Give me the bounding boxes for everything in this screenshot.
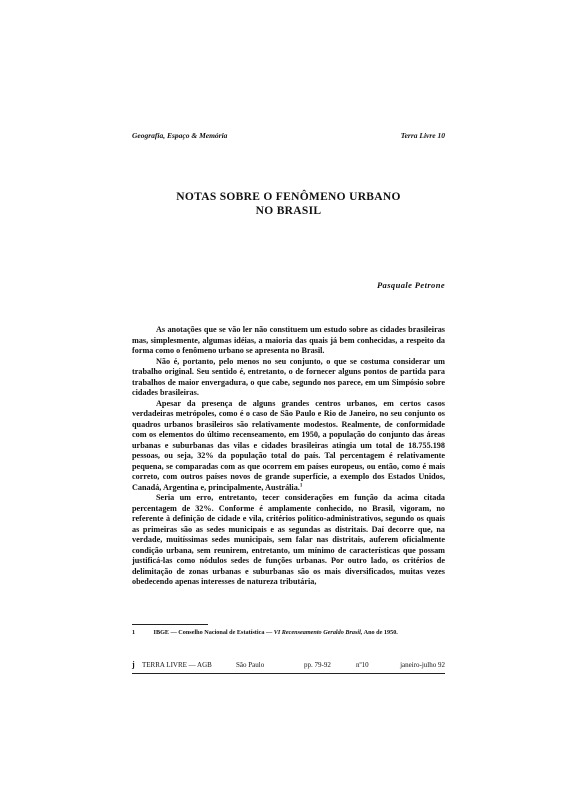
title-line-1: NOTAS SOBRE O FENÔMENO URBANO xyxy=(176,191,401,203)
footnote-number: 1 xyxy=(132,629,136,636)
article-title xyxy=(132,190,445,218)
paragraph-3-text: Apesar da presença de alguns grandes centros urbanos, em certos casos verdadeiras metrópoles, como é o caso de São Paulo e Rio de Janeiro, no seu conjunto os quadros urbanos brasileiros são relativamente modestos. Realmente, de conformidade com os elementos do último recenseamento, em 1950, a população do conjunto das áreas urbanas e suburbanas das vilas e cidades brasileiras atingia um total de 18.755.198 pessoas, ou seja, 32% da população total do país. Tal percentagem é relativamente pequena, se comparadas com as que ocorrem em países europeus, ou então, como é mais correto, com outros países novos de grande superfície, a exemplo dos Estados Unidos, Canadá, Argentina e, principalmente, Austrália. xyxy=(132,398,445,492)
footnote xyxy=(132,629,445,636)
footer-divider xyxy=(132,673,445,674)
footer-mark: j xyxy=(132,660,135,669)
footnote-reference: 1 xyxy=(299,482,303,488)
page-footer xyxy=(132,661,445,671)
author-name: Pasquale Petrone xyxy=(376,280,445,290)
footer-date: janeiro-julho 92 xyxy=(400,661,445,669)
paragraph-1: As anotações que se vão ler não constituem um estudo sobre as cidades brasileiras mas, simplesmente, algumas idéias, a maioria das quais já bem conhecidas, a respeito da forma como o fenômeno urbano se apresenta no Brasil. xyxy=(132,325,445,355)
issue-label: Terra Livre 10 xyxy=(400,131,445,140)
paragraph-2: Não é, portanto, pelo menos no seu conjunto, o que se costuma considerar um trabalho original. Seu sentido é, entretanto, o de fornecer alguns pontos de partida para trabalhos de maior envergadura, o que cabe, segundo nos parece, em um Simpósio sobre cidades brasileiras. xyxy=(132,356,445,397)
footer-pages: pp. 79-92 xyxy=(304,661,331,669)
footnote-divider xyxy=(132,624,208,625)
footnote-year: Ano de 1950. xyxy=(363,629,398,636)
footer-number: nº10 xyxy=(356,661,369,669)
paragraph-3 xyxy=(132,399,445,494)
footer-journal: TERRA LIVRE — AGB xyxy=(142,661,212,669)
footnote-source: IBGE — Conselho Nacional de Estatística — xyxy=(153,629,273,636)
journal-name: Geografia, Espaço & Memória xyxy=(132,131,228,140)
paragraph-4: Seria um erro, entretanto, tecer considerações em função da acima citada percentagem de 32%. Conforme é amplamente conhecido, no Brasil, vigoram, no referente à definição de cidade e vila, critérios político-administrativos, segundo os quais as primeiras são as sedes municipais e as segundas as distritais. Daí decorre que, na verdade, muitíssimas sedes municipais, sem falar nas distritais, auferem oficialmente condição urbana, sem reunirem, entretanto, um mínimo de características que possam justificá-las como nódulos sedes de funções urbanas. Por outro lado, os critérios de delimitação de zonas urbanas e suburbanas são os mais diversificados, muitas vezes obedecendo apenas interesses de natureza tributária, xyxy=(132,493,445,586)
footer-city: São Paulo xyxy=(236,661,265,669)
article-body xyxy=(132,325,445,588)
footnote-publication: VI Recenseamento Geraldo Brasil, xyxy=(273,629,363,636)
title-line-2: NO BRASIL xyxy=(255,205,322,217)
